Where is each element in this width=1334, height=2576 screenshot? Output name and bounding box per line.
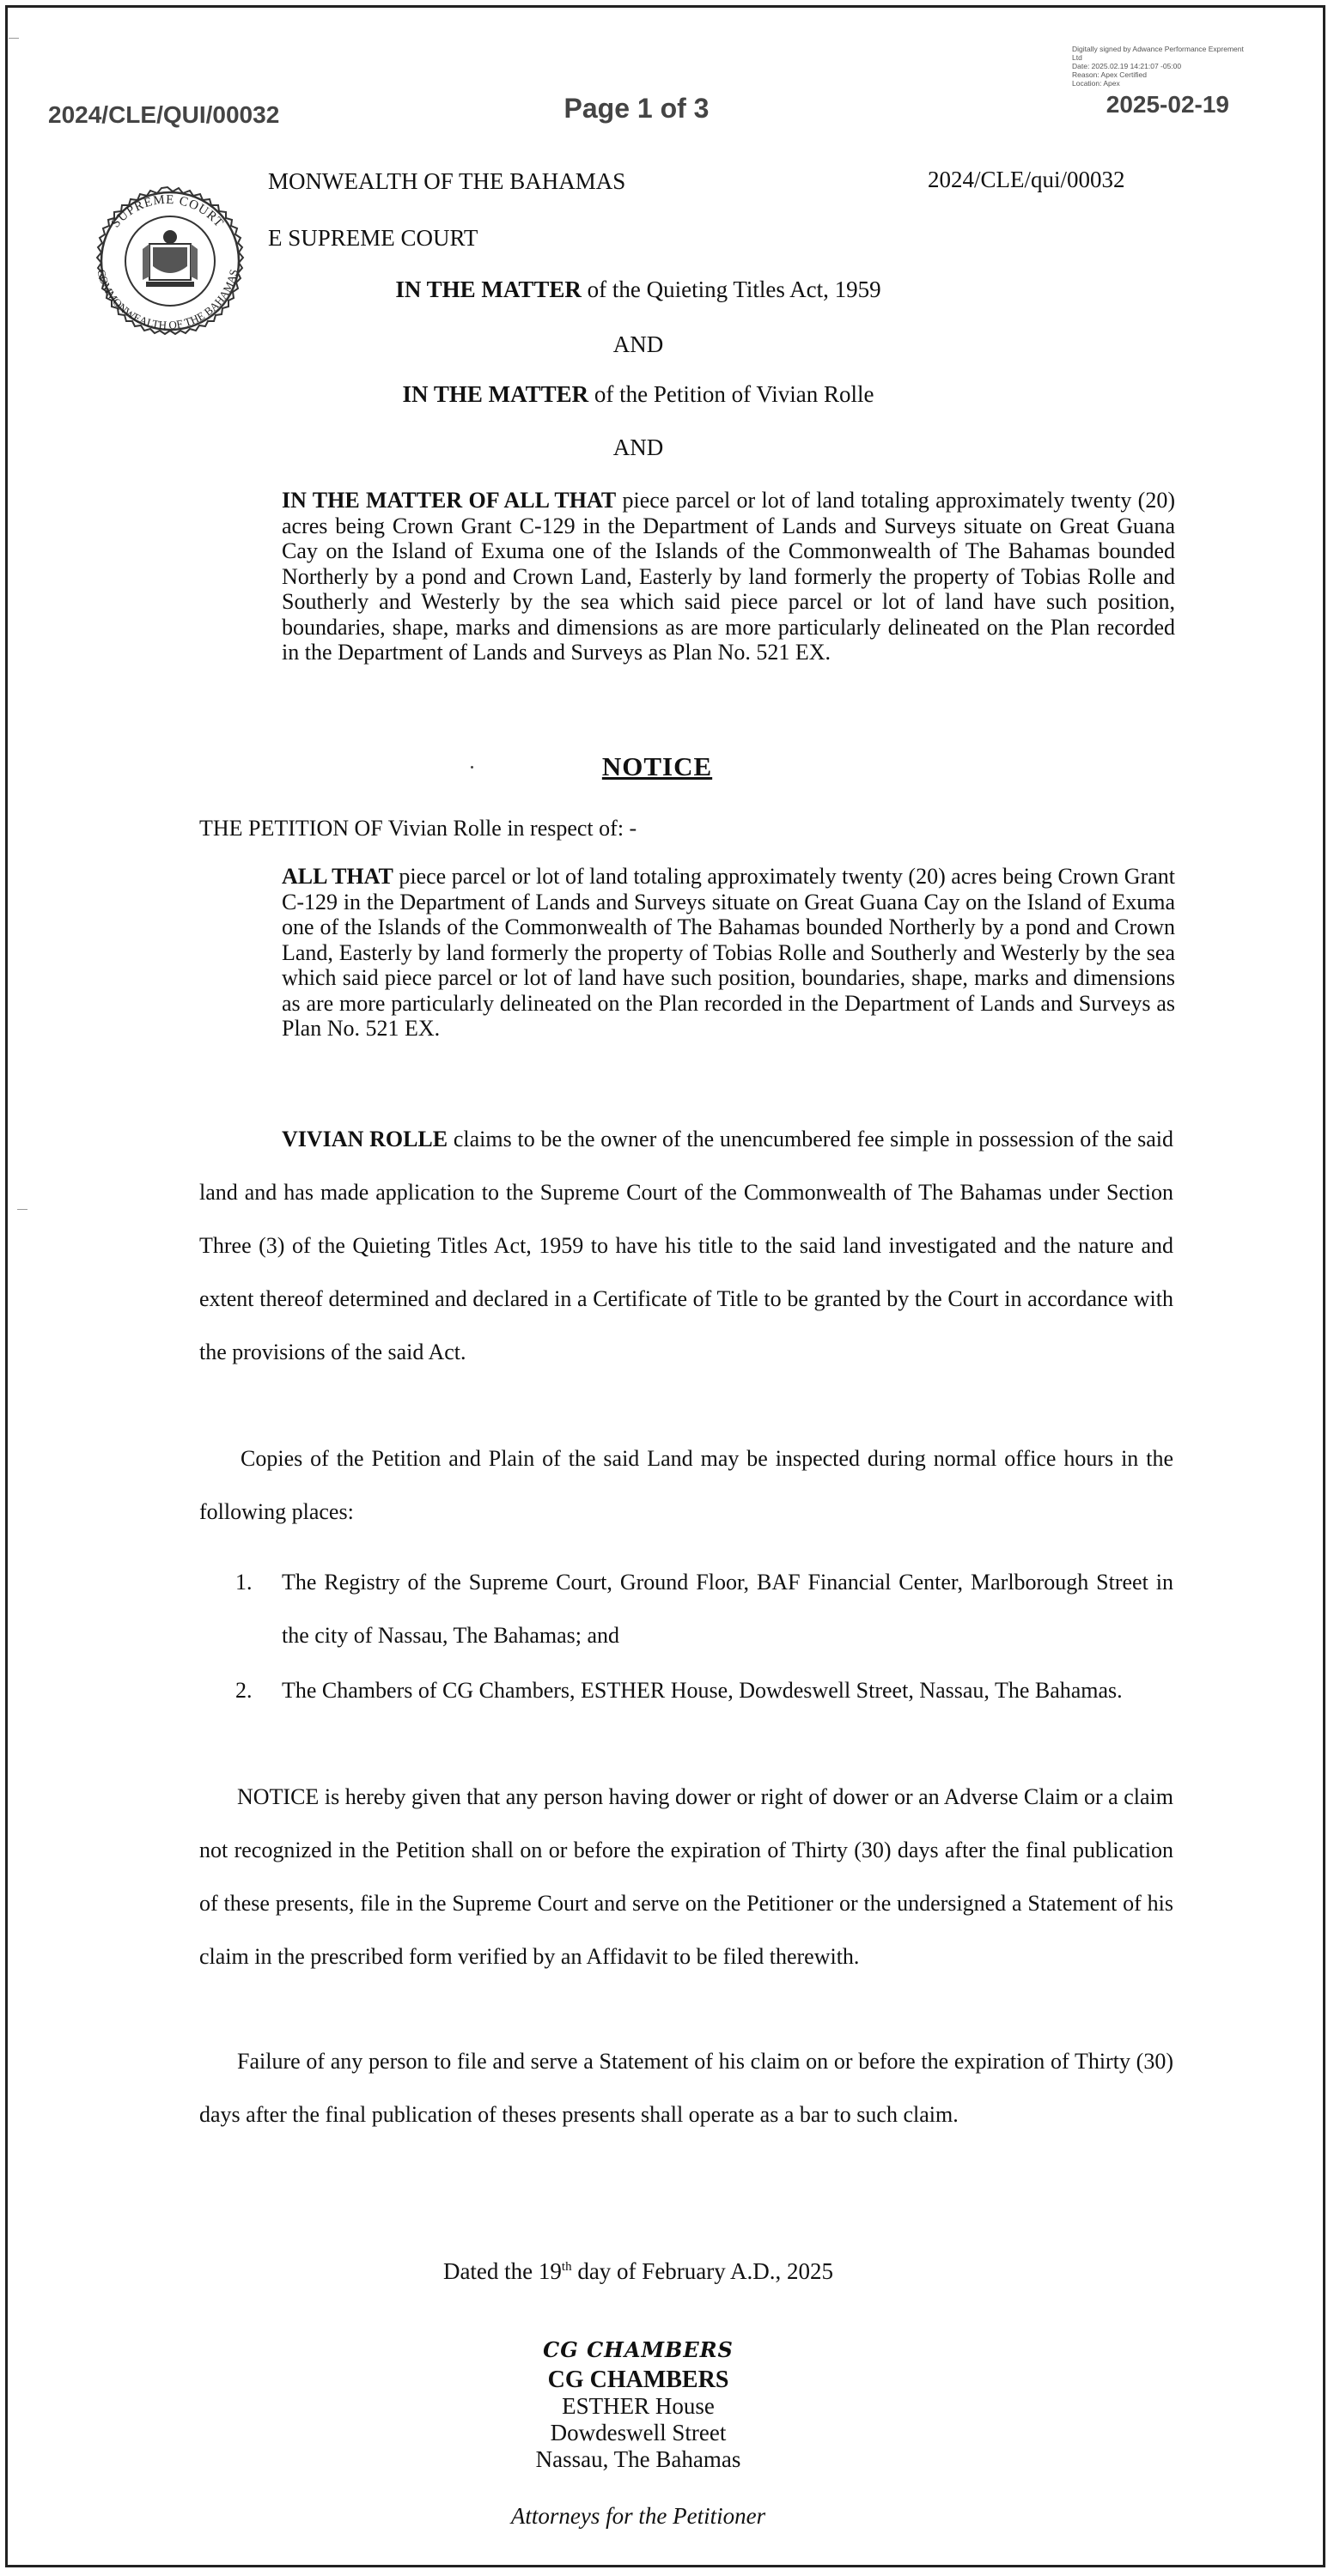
seal-text-bottom: COMMONWEALTH OF THE BAHAMAS [94,268,241,332]
firm-block [0,2366,1276,2473]
and-separator: AND [612,434,664,460]
firm-address: Dowdeswell Street [550,2420,727,2445]
scan-mark [9,38,19,39]
matter-petition [0,381,1276,408]
claim-paragraph [199,1113,1173,1379]
firm-address: ESTHER House [562,2393,715,2419]
court-case-number: 2024/CLE/qui/00032 [928,167,1125,192]
court-name-line1: ΜONWEALTH OF THE BAHAMAS [268,168,626,194]
dated-text: day of February A.D., 2025 [571,2258,834,2284]
petitioner-name: VIVIAN ROLLE [282,1127,448,1151]
header-date: 2025-02-19 [1106,91,1229,118]
petition-of-line: THE PETITION OF Vivian Rolle in respect of: - [199,816,637,841]
matter-text: of the Petition of Vivian Rolle [588,381,874,407]
handwritten-signature: CG CHAMBERS [543,2337,734,2362]
inspection-paragraph: Copies of the Petition and Plain of the said Land may be inspected during normal office hours in the following places: [199,1446,1173,1524]
all-that-label: ALL THAT [282,864,393,889]
list-item [235,1664,1173,1717]
matter-label: IN THE MATTER [395,276,582,302]
dated-line [0,2258,1276,2285]
and-separator: AND [612,331,664,357]
matter-land-description [282,488,1175,665]
list-number: 2. [235,1678,253,1703]
header-page-label: Page 1 of 3 [563,93,710,124]
digital-signature-line: Reason: Apex Certified [1072,70,1147,79]
matter-quieting-titles [0,276,1276,303]
scan-mark [17,1209,27,1210]
claim-text: claims to be the owner of the unencumbered fee simple in possession of the said land and has made application to the Supreme Court of the Commonwealth of The Bahamas under Section Three (3) of the Quieting Titles Act, 1959 to have his title to the said land investigated and the nature and extent thereof determined and declared in a Certificate of Title to be granted by the Court in accordance with the provisions of the said Act. [199,1127,1173,1364]
digital-signature-line: Ltd [1072,53,1082,62]
attorneys-line: Attorneys for the Petitioner [510,2503,766,2529]
court-name-line2: E SUPREME COURT [268,225,478,251]
all-that-description [282,864,1175,1042]
supreme-court-seal [70,184,265,343]
list-item [235,1556,1173,1662]
list-text: The Registry of the Supreme Court, Ground Floor, BAF Financial Center, Marlborough Street in the city of Nassau, The Bahamas; and [282,1570,1173,1648]
dated-suffix: th [561,2260,572,2274]
digital-signature-line: Location: Apex [1072,79,1120,88]
list-number: 1. [235,1570,253,1595]
seal-text-top: SUPREME COURT [108,192,227,231]
digital-signature-line: Digitally signed by Adwance Performance Exprement [1072,45,1244,53]
firm-address: Nassau, The Bahamas [535,2446,741,2472]
header-case-number: 2024/CLE/QUI/00032 [48,101,280,128]
matter-label: IN THE MATTER [402,381,589,407]
matter-label: IN THE MATTER OF ALL THAT [282,488,617,513]
notice-title: NOTICE [601,751,713,781]
digital-signature-block [1072,45,1309,88]
digital-signature-line: Date: 2025.02.19 14:21:07 -05:00 [1072,62,1182,70]
matter-text: piece parcel or lot of land totaling approximately twenty (20) acres being Crown Grant C-129 in the Department of Lands and Surveys situate on Great Guana Cay on the Island of Exuma one of the Islands of the Commonwealth of The Bahamas bounded Northerly by a pond and Crown Land, Easterly by land formerly the property of Tobias Rolle and Southerly and Westerly by the sea which said piece parcel or lot of land have such position, boundaries, shape, marks and dimensions as are more particularly delineated on the Plan recorded in the Department of Lands and Surveys as Plan No. 521 EX. [282,488,1175,665]
notice-paragraph: NOTICE is hereby given that any person having dower or right of dower or an Adverse Claim or a claim not recognized in the Petition shall on or before the expiration of Thirty (30) days after the final publication of these presents, file in the Supreme Court and serve on the Petitioner or the undersigned a Statement of his claim in the prescribed form verified by an Affidavit to be filed therewith. [199,1784,1173,1969]
list-text: The Chambers of CG Chambers, ESTHER House, Dowdeswell Street, Nassau, The Bahamas. [282,1678,1123,1703]
dated-text: Dated the 19 [442,2258,562,2284]
failure-paragraph: Failure of any person to file and serve a Statement of his claim on or before the expiration of Thirty (30) days after the final publication of theses presents shall operate as a bar to such claim. [199,2049,1173,2127]
firm-name: CG CHAMBERS [547,2366,729,2393]
all-that-text: piece parcel or lot of land totaling approximately twenty (20) acres being Crown Grant C-129 in the Department of Lands and Surveys situate on Great Guana Cay on the Island of Exuma one of the Islands of the Commonwealth of The Bahamas bounded Northerly by a pond and Crown Land, Easterly by land formerly the property of Tobias Rolle and Southerly and Westerly by the sea which said piece parcel or lot of land have such position, boundaries, shape, marks and dimensions as are more particularly delineated on the Plan recorded in the Department of Lands and Surveys as Plan No. 521 EX. [282,864,1175,1041]
matter-text: of the Quieting Titles Act, 1959 [581,276,881,302]
